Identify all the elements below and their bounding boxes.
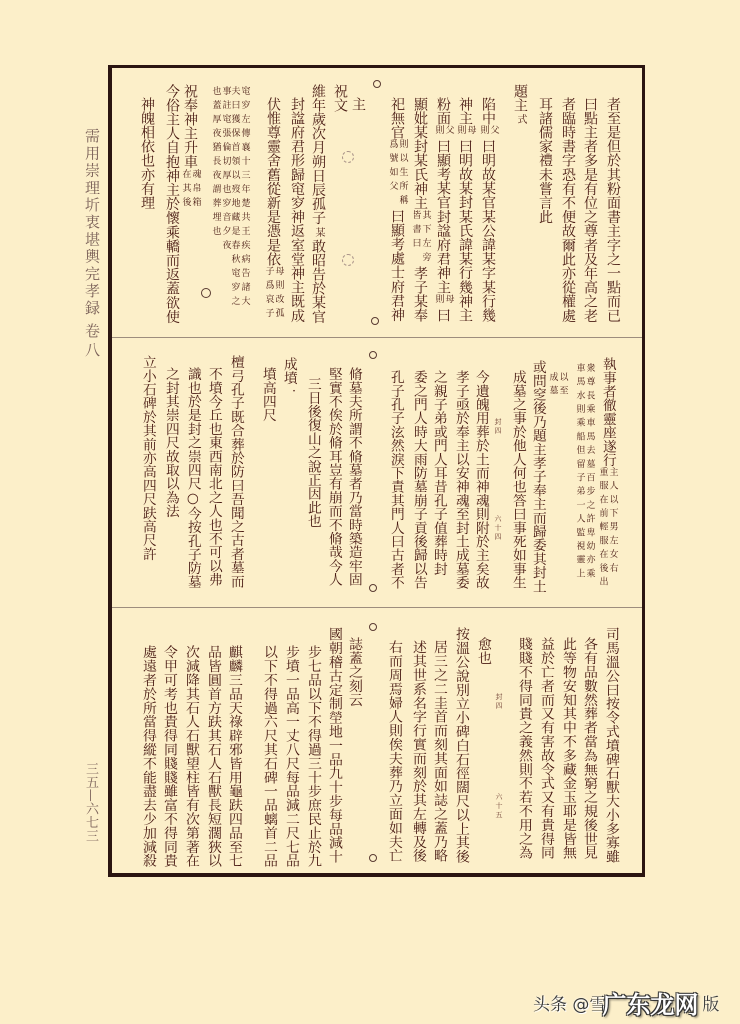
main-text: 神主 <box>457 97 473 126</box>
text-column <box>578 637 598 859</box>
note-line-right: 事註窀張倫切厚也穸音夕夜 <box>220 86 231 254</box>
main-text: 次減降其石人石獸望柱皆有次第著在 <box>182 645 199 868</box>
text-column <box>513 637 533 859</box>
note-line-left: 則 <box>455 125 466 140</box>
main-text: 品皆圓首方趺其石人石獸長短濶狹以 <box>204 645 221 868</box>
main-text: 孝子某奉 <box>412 265 428 323</box>
note-line-left: 車馬水則乘船但留子弟一人監視靈上 <box>574 363 585 583</box>
main-text: 今遺魄用葬於土而神魂則附於主矣故 <box>472 370 489 590</box>
main-text: 曰 <box>435 308 451 323</box>
heading-text: 成墳 <box>280 357 297 385</box>
main-text: 述其世系名字行實而刻於其左轉及後 <box>409 640 426 863</box>
main-text: 神魄相依也亦有理 <box>139 97 155 210</box>
note-line-right: 母 <box>443 294 454 309</box>
note-line-left: 重服在前輕服在後出 <box>597 466 608 590</box>
main-text: 居三之二圭首而刻其面如誌之蓋乃略 <box>430 640 447 863</box>
text-column <box>450 627 470 863</box>
page-number: 三五—六七三 <box>83 762 98 843</box>
main-text: 按溫公說別立小碑白石徑闊尺以上其後 <box>452 627 469 864</box>
main-text: 處遠者於所當得縱不能盡去少加減殺 <box>139 645 156 868</box>
main-text: 孔子孔子泫然淚下責其門人曰古者不 <box>387 370 404 590</box>
text-column <box>258 645 278 867</box>
collation-mark: 六十五 <box>495 793 503 820</box>
main-text: 祀無官 <box>389 97 405 140</box>
note-line-right: 窀穸左傳襄十三年楚共王疾病告諸大 <box>239 86 250 310</box>
text-column <box>323 627 343 863</box>
main-text: 者臨時書字恐有不便故爾此亦從權處 <box>560 97 576 323</box>
note-line-right: 其下左旁 <box>420 209 431 266</box>
punctuation-dot: · <box>287 384 301 399</box>
main-text: 步七品以下不得過三十步庶民止於九 <box>304 645 321 868</box>
note-line-right: 母則改孤 <box>273 266 284 323</box>
watermark <box>533 985 719 1020</box>
text-column <box>158 645 178 867</box>
main-text: 敢昭告於某官 <box>310 239 326 324</box>
main-text: 益於亡者而又有害故令式又有貴得同 <box>537 637 554 860</box>
main-text: 賤賤不得同貴之義然則不若不用之為 <box>515 637 532 860</box>
main-text: 今俗主人自抱神主於懷乘轎而返蓋欲使 <box>164 84 180 324</box>
main-text: 曰明故某封某氏諱某行幾神主 <box>457 139 473 323</box>
watermark-overlay: 广东龙网 <box>602 991 699 1019</box>
collation-mark: 封四 <box>494 418 502 436</box>
main-text: 伏惟尊靈舍舊從新是憑是依 <box>265 97 281 267</box>
main-text: 三日後復山之說正因此也 <box>304 377 321 528</box>
main-text: 右而周焉婦人則俟夫葬乃立面如夫亡 <box>385 640 402 863</box>
text-column <box>223 645 243 867</box>
note-line-right: 以至 <box>557 372 568 400</box>
text-column <box>535 637 555 859</box>
collation-mark: 六十四 <box>494 515 502 542</box>
main-text: 不墳今丘也東西南北之人也不可以弗 <box>205 367 222 587</box>
heading-small-text: 式 <box>515 114 526 125</box>
volume-label: 卷八 <box>83 323 101 361</box>
note-line-right: 衆尊長乘車馬去墓百步之許卑幼亦乘 <box>584 363 595 583</box>
main-text: 者至是但於其粉面書主字之一點而已 <box>605 97 621 323</box>
main-text: 堅實不俟於脩耳豈有崩而不脩哉今人 <box>325 367 342 587</box>
main-text: 立小石碑於其前亦高四尺趺高尺許 <box>139 355 156 561</box>
note-line-right: 則以生所稱 <box>397 139 408 210</box>
heading-text: 題主 <box>512 84 528 113</box>
small-inline-text: 某 <box>313 227 324 237</box>
heading-text: 祝文 <box>332 84 348 113</box>
text-column <box>557 637 577 859</box>
main-text: 令甲可考也貴得同賤賤雖富不得同貴 <box>160 645 177 868</box>
main-text: 之封其崇四尺故取以為法 <box>162 367 179 518</box>
note-line-left: 夫曰獲保首領以歿地藏是春秋窀穸之 <box>229 86 240 310</box>
watermark-suffix: 版 <box>702 995 720 1015</box>
main-text: 維年歲次月朔日辰孤子 <box>310 84 326 225</box>
main-text: 誌蓋之刻云 <box>345 637 362 707</box>
text-column <box>343 637 363 707</box>
text-column <box>280 645 300 867</box>
note-line-left: 成墓 <box>547 372 558 400</box>
watermark-prefix: 头条 @雪 <box>533 995 607 1015</box>
text-column <box>383 640 403 862</box>
main-text: 曰點主者多是有位之尊者及年高之老 <box>582 97 598 323</box>
main-text: 曰顯考處士府君神 <box>389 209 405 323</box>
main-text: 司馬溫公曰按令式墳碑石獸大小多寡雖 <box>602 627 619 864</box>
main-text: 或問窆後乃題主孝子奉主而歸委其封土 <box>529 360 546 593</box>
main-text: 孝子亟於奉主以安神魂至封土成墓委 <box>452 370 469 590</box>
note-line-right: 主人以下男左女右 <box>607 466 618 577</box>
main-text: 封諡府君形歸窀穸神返室堂神主既成 <box>289 97 305 323</box>
text-column <box>180 645 200 867</box>
main-text: 曰明故某官某公諱某字某行幾 <box>480 139 496 323</box>
main-text: 執事者徹靈座遂行 <box>599 357 616 467</box>
main-text: 主 <box>350 97 366 112</box>
main-text: 耳諸儒家禮未嘗言此 <box>537 97 553 224</box>
note-line-left: 子爲哀子 <box>263 266 274 323</box>
main-text: 顯妣某封某氏神主 <box>412 97 428 210</box>
note-line-right: 父 <box>443 125 454 140</box>
text-column <box>472 637 492 665</box>
main-text: 步墳一品高一丈八尺每品減二尺七品 <box>282 645 299 868</box>
main-text: 此等物安知其中不多藏金玉耶是皆無 <box>559 637 576 860</box>
text-column <box>302 645 322 867</box>
main-text: 曰顯考某官封諡府君神主 <box>435 139 451 295</box>
note-line-left: 則 <box>433 125 444 140</box>
note-line-left: 也蓋厚夜猶長夜謂葬埋也 <box>210 86 221 240</box>
main-text: 國朝稽古定制塋地一品九十步每品減十 <box>325 627 342 864</box>
note-line-right: 父 <box>488 125 499 140</box>
main-text: 以下不得過六尺其石碑一品螭首二品 <box>260 645 277 868</box>
main-text: 脩墓夫所謂不脩墓者乃當時築造牢固 <box>345 367 362 587</box>
main-text: 成墓之事於他人何也答曰事死如事生 <box>509 370 526 590</box>
text-column <box>202 645 222 867</box>
main-text: 檀弓孔子既合葬於防曰吾聞之古者墓而 <box>227 355 244 588</box>
text-column <box>600 627 620 863</box>
text-column <box>407 640 427 862</box>
note-line-right: 魂帛箱 <box>190 168 201 211</box>
book-title-margin: 需用崇理圻衷堪輿完孝録 <box>83 128 101 318</box>
main-text: 粉面 <box>435 97 451 126</box>
note-line-left: 則 <box>478 125 489 140</box>
main-text: 祝奉神主升車 <box>182 84 198 169</box>
main-text: 各有品數然葬者當為無窮之規後世見 <box>580 637 597 860</box>
text-column <box>428 640 448 862</box>
main-text: 愈也 <box>474 637 491 665</box>
main-text: 委之門人時大雨防墓崩子貢後歸以告 <box>410 370 427 590</box>
text-column <box>137 645 157 867</box>
note-line-left: 在其後 <box>180 168 191 211</box>
note-line-right: 母 <box>465 125 476 140</box>
note-line-left: 則 <box>433 294 444 309</box>
main-text: 識也於是封之崇四尺○今按孔子防墓 <box>184 367 201 589</box>
main-text: 墳高四尺 <box>259 367 276 422</box>
main-text: 之親子弟或門人耳昔孔子值葬時封 <box>430 370 447 576</box>
note-line-left: 皆書曰 <box>410 209 421 252</box>
main-text: 麒麟三品天祿辟邪皆用龜趺四品至七 <box>225 645 242 868</box>
collation-mark: 封四 <box>495 693 503 711</box>
main-text: 陷中 <box>480 97 496 126</box>
note-line-left: 爲號如父 <box>387 139 398 196</box>
